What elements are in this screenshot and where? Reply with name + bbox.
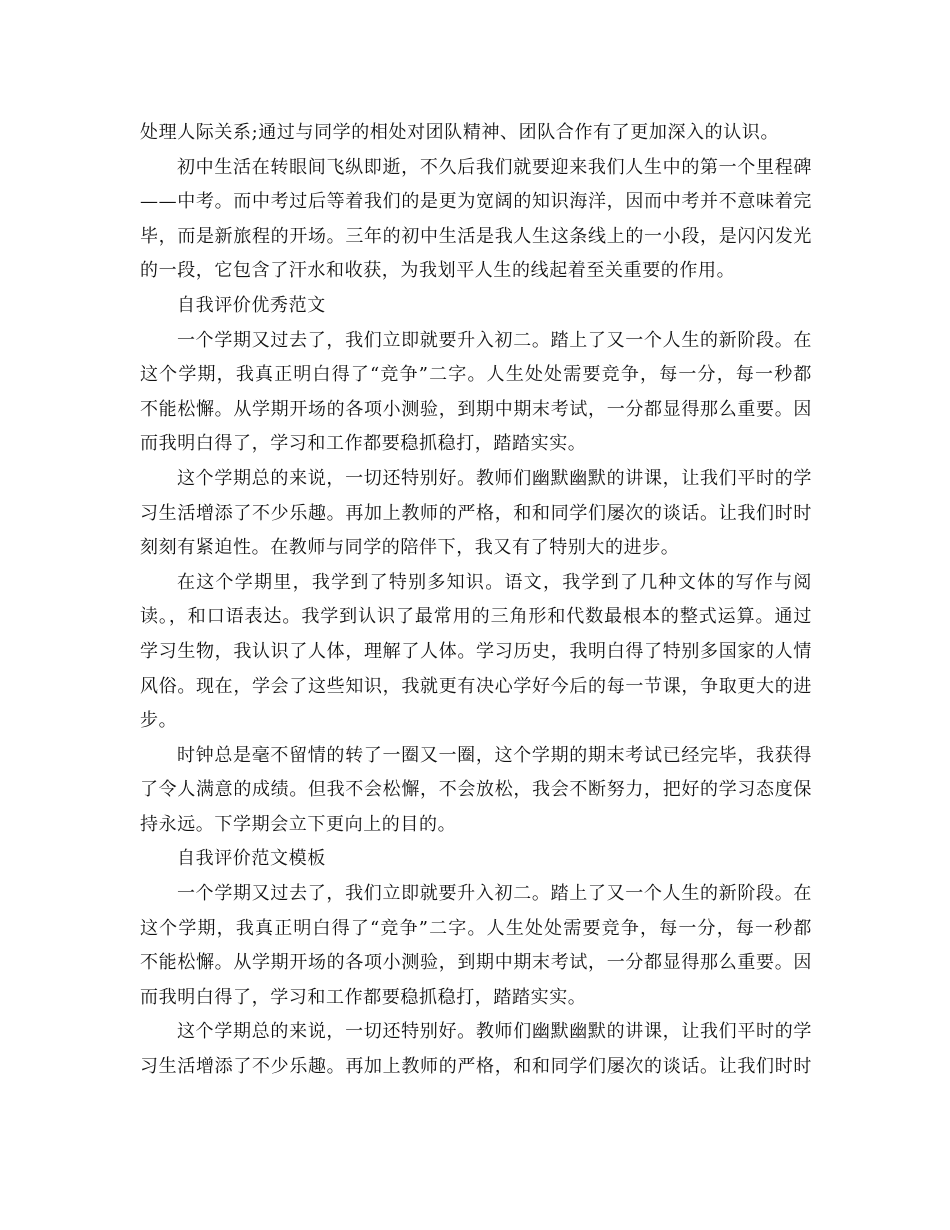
paragraph-line: 风俗。现在，学会了这些知识，我就更有决心学好今后的每一节课，争取更大的进 [140, 675, 812, 697]
paragraph-line: 初中生活在转眼间飞纵即逝，不久后我们就要迎来我们人生中的第一个里程碑 [177, 156, 812, 178]
paragraph-line: 习生活增添了不少乐趣。再加上教师的严格，和和同学们屡次的谈话。让我们时时 [140, 502, 812, 524]
paragraph-line: 一个学期又过去了，我们立即就要升入初二。踏上了又一个人生的新阶段。在 [177, 329, 812, 351]
paragraph-line: 持永远。下学期会立下更向上的目的。 [140, 813, 457, 835]
paragraph-line: 不能松懈。从学期开场的各项小测验，到期中期末考试，一分都显得那么重要。因 [140, 398, 812, 420]
paragraph-line: 一个学期又过去了，我们立即就要升入初二。踏上了又一个人生的新阶段。在 [177, 883, 812, 905]
paragraph-line: 这个学期，我真正明白得了“竞争”二字。人生处处需要竞争，每一分，每一秒都 [140, 917, 812, 939]
paragraph-line: 的一段，它包含了汗水和收获，为我划平人生的线起着至关重要的作用。 [140, 260, 736, 282]
paragraph-line: 这个学期总的来说，一切还特别好。教师们幽默幽默的讲课，让我们平时的学 [177, 1021, 812, 1043]
paragraph-line: ——中考。而中考过后等着我们的是更为宽阔的知识海洋，因而中考并不意味着完 [140, 191, 812, 213]
paragraph-line: 而我明白得了，学习和工作都要稳抓稳打，踏踏实实。 [140, 986, 587, 1008]
section-heading: 自我评价范文模板 [177, 848, 326, 870]
paragraph-line: 时钟总是毫不留情的转了一圈又一圈，这个学期的期末考试已经完毕，我获得 [177, 744, 812, 766]
paragraph-line: 这个学期总的来说，一切还特别好。教师们幽默幽默的讲课，让我们平时的学 [177, 467, 812, 489]
paragraph-line: 处理人际关系;通过与同学的相处对团队精神、团队合作有了更加深入的认识。 [140, 122, 780, 143]
paragraph-line: 刻刻有紧迫性。在教师与同学的陪伴下，我又有了特别大的进步。 [140, 537, 680, 559]
paragraph-line: 习生活增添了不少乐趣。再加上教师的严格，和和同学们屡次的谈话。让我们时时 [140, 1056, 812, 1078]
document-body [140, 116, 812, 1085]
paragraph-line: 了令人满意的成绩。但我不会松懈，不会放松，我会不断努力，把好的学习态度保 [140, 779, 812, 801]
paragraph-line: 学习生物，我认识了人体，理解了人体。学习历史，我明白得了特别多国家的人情 [140, 640, 812, 662]
paragraph-line: 这个学期，我真正明白得了“竞争”二字。人生处处需要竞争，每一分，每一秒都 [140, 364, 812, 386]
paragraph-line: 而我明白得了，学习和工作都要稳抓稳打，踏踏实实。 [140, 433, 587, 455]
paragraph-line: 毕，而是新旅程的开场。三年的初中生活是我人生这条线上的一小段，是闪闪发光 [140, 225, 812, 247]
paragraph-line: 在这个学期里，我学到了特别多知识。语文，我学到了几种文体的写作与阅 [177, 571, 812, 593]
paragraph-line: 步。 [140, 710, 178, 732]
paragraph-line: 读。，和口语表达。我学到认识了最常用的三角形和代数最根本的整式运算。通过 [140, 606, 812, 628]
paragraph-line: 不能松懈。从学期开场的各项小测验，到期中期末考试，一分都显得那么重要。因 [140, 952, 812, 974]
section-heading: 自我评价优秀范文 [177, 294, 326, 316]
